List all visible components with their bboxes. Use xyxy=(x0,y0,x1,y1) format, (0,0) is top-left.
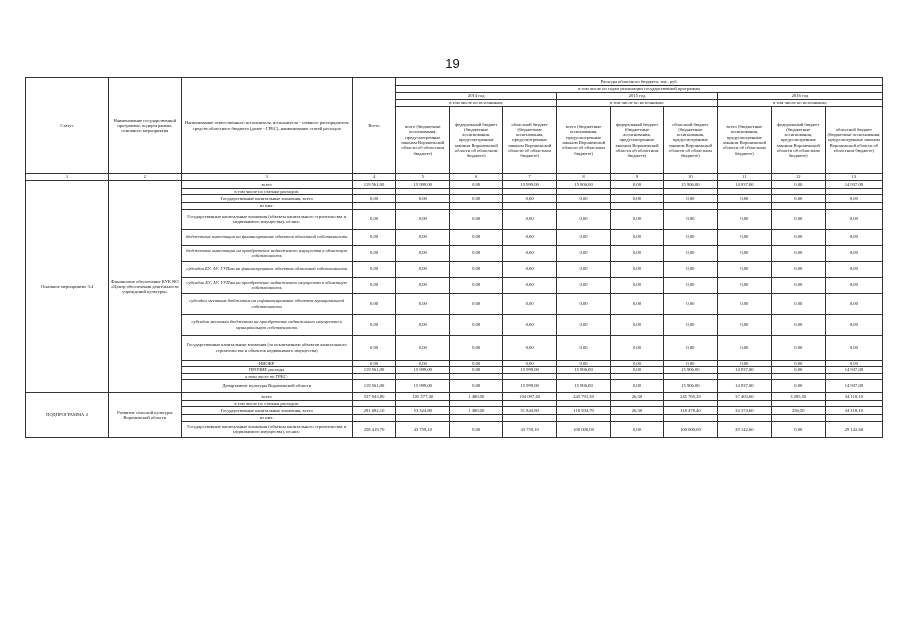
row-value: 0,00 xyxy=(717,195,771,203)
row-value: 0,00 xyxy=(717,261,771,277)
header-col-federal: федеральный бюджет (бюджетные ассигнования, предусмотренные законом Воронежской области об областном бюджете) xyxy=(611,107,664,174)
row-value: 0,00 xyxy=(396,209,450,229)
row-value: 0,00 xyxy=(503,335,557,360)
row-value: 0,00 xyxy=(611,181,664,189)
row-value: 0,00 xyxy=(503,245,557,261)
row-value: 0,00 xyxy=(611,335,664,360)
row-value: 0,00 xyxy=(663,195,717,203)
row-value: 0,00 xyxy=(557,245,611,261)
row-program-name: Развитие сельской культуры Воронежской области xyxy=(108,393,181,438)
row-value: 1 480,00 xyxy=(450,393,503,401)
column-number: 3 xyxy=(181,174,352,181)
column-number: 10 xyxy=(663,174,717,181)
row-value: 0,00 xyxy=(771,380,825,393)
row-value: 0,00 xyxy=(450,277,503,293)
row-value: 0,00 xyxy=(450,380,503,393)
row-status: ПОДПРОГРАММА 4 xyxy=(26,393,109,438)
row-value: 0,00 xyxy=(557,209,611,229)
header-by-sources: в том числе по источникам: xyxy=(557,100,718,107)
row-value: 118 478,40 xyxy=(663,407,717,415)
row-value: 14 937,00 xyxy=(717,380,771,393)
row-value: 0,00 xyxy=(771,181,825,189)
row-value: 14 937,00 xyxy=(717,181,771,189)
row-value: 0,00 xyxy=(352,195,396,203)
row-value: 245 765,20 xyxy=(663,393,717,401)
row-value: 0,00 xyxy=(352,229,396,245)
column-number: 9 xyxy=(611,174,664,181)
row-value: 0,00 xyxy=(450,335,503,360)
row-value: 0,00 xyxy=(557,314,611,335)
row-value: 0,00 xyxy=(663,209,717,229)
row-value: 0,00 xyxy=(825,245,882,261)
row-value: 258 419,70 xyxy=(352,421,396,437)
row-value: 0,00 xyxy=(450,195,503,203)
row-value: 0,00 xyxy=(717,314,771,335)
row-label: из них: xyxy=(181,415,352,421)
row-value: 0,00 xyxy=(771,360,825,366)
table-body xyxy=(26,181,883,438)
row-value: 104 097,40 xyxy=(503,393,557,401)
row-value: 0,00 xyxy=(611,195,664,203)
row-value: 0,00 xyxy=(611,360,664,366)
row-value: 0,00 xyxy=(611,261,664,277)
header-col-regional: областной бюджет (бюджетные ассигнования, предусмотренные законом Воронежской области об областном бюджете) xyxy=(825,107,882,174)
row-label: Государственные капитальные вложения (объекты капитального строительства и недвижимого имущества), из них: xyxy=(181,421,352,437)
row-label: субсидии БУ, АУ, ГУПам на финансирование объектов областной собственности xyxy=(181,261,352,277)
row-value: 14 937,00 xyxy=(717,366,771,373)
row-value: 0,00 xyxy=(352,360,396,366)
row-value: 119 561,00 xyxy=(352,366,396,373)
row-value: 0,00 xyxy=(352,261,396,277)
row-value: 0,00 xyxy=(450,261,503,277)
header-col-all: всего (бюджетные ассигнования, предусмотренные законом Воронежской области об областном бюджете) xyxy=(396,107,450,174)
row-value: 53 324,80 xyxy=(396,407,450,415)
row-value: 0,00 xyxy=(396,293,450,314)
header-total: Всего xyxy=(352,78,396,174)
column-number-row xyxy=(26,174,883,181)
row-value: 0,00 xyxy=(611,277,664,293)
row-value: 14 937,00 xyxy=(825,380,882,393)
row-label: бюджетные инвестиции на финансирование объектов областной собственности xyxy=(181,229,352,245)
row-value: 29 142,60 xyxy=(717,421,771,437)
row-value: 14 937,00 xyxy=(825,181,882,189)
row-value: 0,00 xyxy=(611,366,664,373)
row-value: 0,00 xyxy=(503,277,557,293)
row-value: 0,00 xyxy=(352,293,396,314)
row-value: 0,00 xyxy=(663,277,717,293)
row-value: 15 999,00 xyxy=(503,181,557,189)
column-number: 8 xyxy=(557,174,611,181)
row-program-name: Финансовое обеспечение КУК ВО «Центр обеспечения деятельности учреждений культуры» xyxy=(108,181,181,393)
header-by-years: в том числе по годам реализации государственной программы xyxy=(396,86,883,93)
column-number: 7 xyxy=(503,174,557,181)
row-value: 43 759,10 xyxy=(503,421,557,437)
row-value: 0,00 xyxy=(717,293,771,314)
row-label: ПРОЧИЕ расходы xyxy=(181,366,352,373)
row-value: 0,00 xyxy=(663,360,717,366)
row-value: 0,00 xyxy=(825,277,882,293)
row-value: 0,00 xyxy=(611,209,664,229)
row-value: 1 480,00 xyxy=(450,407,503,415)
row-value: 0,00 xyxy=(396,195,450,203)
row-value: 15 906,00 xyxy=(557,366,611,373)
row-value: 0,00 xyxy=(717,335,771,360)
row-value: 0,00 xyxy=(717,245,771,261)
row-value: 0,00 xyxy=(825,360,882,366)
header-col-regional: областной бюджет (бюджетные ассигнования, предусмотренные законом Воронежской области об областном бюджете) xyxy=(663,107,717,174)
row-value: 0,00 xyxy=(663,229,717,245)
row-value: 0,00 xyxy=(396,360,450,366)
row-label: бюджетные инвестиции на приобретение недвижимого имущества в областную собственность xyxy=(181,245,352,261)
header-status: Статус xyxy=(26,78,109,174)
column-number: 5 xyxy=(396,174,450,181)
row-value: 15 906,00 xyxy=(663,181,717,189)
header-year-2014: 2014 год xyxy=(396,93,557,100)
row-status: Основное мероприятие 3.4 xyxy=(26,181,109,393)
row-value: 119 561,00 xyxy=(352,181,396,189)
row-value: 0,00 xyxy=(450,181,503,189)
row-value: 537 943,80 xyxy=(352,393,396,401)
row-value: 34 374,60 xyxy=(717,407,771,415)
row-value: 51 844,80 xyxy=(503,407,557,415)
row-value: 0,00 xyxy=(450,229,503,245)
row-value: 0,00 xyxy=(771,314,825,335)
row-value: 0,00 xyxy=(396,245,450,261)
row-value: 0,00 xyxy=(557,195,611,203)
row-value: 0,00 xyxy=(825,209,882,229)
row-value: 15 999,00 xyxy=(503,380,557,393)
row-value: 0,00 xyxy=(396,229,450,245)
row-value: 0,00 xyxy=(352,245,396,261)
header-year-2016: 2016 год xyxy=(717,93,882,100)
row-value: 0,00 xyxy=(352,277,396,293)
row-value: 15 999,00 xyxy=(396,181,450,189)
row-value: 0,00 xyxy=(450,360,503,366)
row-value: 0,00 xyxy=(503,195,557,203)
row-value: 0,00 xyxy=(771,277,825,293)
row-value: 0,00 xyxy=(396,277,450,293)
header-program-name: Наименование государственной программы, подпрограммы, основного мероприятия xyxy=(108,78,181,174)
table-row xyxy=(26,181,883,189)
table-row xyxy=(26,393,883,401)
row-value: 15 999,00 xyxy=(396,366,450,373)
row-value: 119 561,00 xyxy=(352,380,396,393)
row-value: 0,00 xyxy=(771,245,825,261)
row-value: 0,00 xyxy=(611,314,664,335)
row-value: 0,00 xyxy=(663,314,717,335)
row-value: 0,00 xyxy=(663,245,717,261)
row-value: 15 906,00 xyxy=(663,380,717,393)
row-value: 0,00 xyxy=(771,209,825,229)
row-label: из них: xyxy=(181,203,352,209)
row-label: субсидии местным бюджетам на приобретение недвижимого имущества в муниципальную собственность xyxy=(181,314,352,335)
row-value: 100 000,00 xyxy=(557,421,611,437)
row-value: 0,00 xyxy=(717,229,771,245)
header-year-2015: 2015 год xyxy=(557,93,718,100)
column-number: 13 xyxy=(825,174,882,181)
row-value: 0,00 xyxy=(611,245,664,261)
row-value: 0,00 xyxy=(450,293,503,314)
row-value: 29 142,60 xyxy=(825,421,882,437)
row-value: 0,00 xyxy=(503,293,557,314)
column-number: 6 xyxy=(450,174,503,181)
column-number: 4 xyxy=(352,174,396,181)
row-value: 15 906,00 xyxy=(663,366,717,373)
row-value: 0,00 xyxy=(771,195,825,203)
row-value: 0,00 xyxy=(825,195,882,203)
column-number: 12 xyxy=(771,174,825,181)
row-value: 34 118,10 xyxy=(825,407,882,415)
row-label: всего xyxy=(181,181,352,189)
row-value: 37 403,60 xyxy=(717,393,771,401)
row-value: 0,00 xyxy=(352,209,396,229)
row-value: 0,00 xyxy=(825,229,882,245)
row-value: 0,00 xyxy=(450,209,503,229)
row-label: субсидии местным бюджетам на софинансирование объектов муниципальной собственности xyxy=(181,293,352,314)
row-value: 0,00 xyxy=(557,293,611,314)
row-value: 0,00 xyxy=(825,261,882,277)
row-value: 0,00 xyxy=(352,335,396,360)
row-value: 0,00 xyxy=(611,229,664,245)
row-value: 0,00 xyxy=(503,229,557,245)
row-value: 15 906,00 xyxy=(557,181,611,189)
row-value: 14 937,00 xyxy=(825,366,882,373)
row-value: 0,00 xyxy=(771,293,825,314)
row-value: 0,00 xyxy=(557,261,611,277)
row-value: 0,00 xyxy=(771,366,825,373)
row-value: 0,00 xyxy=(663,261,717,277)
row-value: 0,00 xyxy=(396,335,450,360)
header-source-name: Наименование ответственного исполнителя, исполнителя - главного распорядителя средств областного бюджета (далее - ГРБС), наименование статей расходов xyxy=(181,78,352,174)
row-value: 0,00 xyxy=(450,366,503,373)
header-expenses: Расходы областного бюджета, тыс. руб. xyxy=(396,78,883,86)
row-value: 100 000,00 xyxy=(663,421,717,437)
row-label: в том числе по статьям расходов: xyxy=(181,189,352,195)
budget-table xyxy=(25,77,883,438)
row-value: 0,00 xyxy=(825,314,882,335)
row-value: 0,00 xyxy=(663,335,717,360)
row-value: 0,00 xyxy=(352,314,396,335)
row-value: 0,00 xyxy=(717,360,771,366)
row-value: 256,50 xyxy=(771,407,825,415)
page-number: 19 xyxy=(445,56,460,71)
row-value: 0,00 xyxy=(503,261,557,277)
column-number: 2 xyxy=(108,174,181,181)
row-value: 34 118,10 xyxy=(825,393,882,401)
row-label: всего xyxy=(181,393,352,401)
row-label: в том числе по статьям расходов: xyxy=(181,401,352,407)
row-value: 0,00 xyxy=(611,293,664,314)
row-value: 0,00 xyxy=(557,229,611,245)
row-value: 0,00 xyxy=(503,360,557,366)
row-value: 0,00 xyxy=(771,421,825,437)
row-label: субсидии БУ, АУ, ГУПам на приобретение недвижимого имущества в областную собственность xyxy=(181,277,352,293)
row-label: Государственные капитальные вложения, всего xyxy=(181,407,352,415)
column-number: 1 xyxy=(26,174,109,181)
row-label: НИОКР xyxy=(181,360,352,366)
row-value: 118 504,70 xyxy=(557,407,611,415)
header-col-all: всего (бюджетные ассигнования, предусмотренные законом Воронежской области об областном бюджете) xyxy=(557,107,611,174)
row-label: Департамент культуры Воронежской области xyxy=(181,380,352,393)
row-value: 0,00 xyxy=(771,261,825,277)
row-label: Государственные капитальные вложения (за исключением объектов капитального строительства и объектов недвижимого имущества) xyxy=(181,335,352,360)
row-label: в том числе по ГРБС: xyxy=(181,373,352,379)
row-value: 26,30 xyxy=(611,407,664,415)
row-value: 0,00 xyxy=(771,335,825,360)
header-col-regional: областной бюджет (бюджетные ассигнования, предусмотренные законом Воронежской области об областном бюджете) xyxy=(503,107,557,174)
row-value: 3 285,50 xyxy=(771,393,825,401)
row-value: 0,00 xyxy=(450,421,503,437)
row-label: Государственные капитальные вложения (объекты капитального строительства и недвижимого имущества), из них: xyxy=(181,209,352,229)
row-value: 0,00 xyxy=(717,277,771,293)
row-value: 105 577,40 xyxy=(396,393,450,401)
row-value: 0,00 xyxy=(611,421,664,437)
row-value: 0,00 xyxy=(396,261,450,277)
row-value: 0,00 xyxy=(557,277,611,293)
header-by-sources: в том числе по источникам: xyxy=(717,100,882,107)
row-value: 0,00 xyxy=(825,335,882,360)
header-col-federal: федеральный бюджет (бюджетные ассигнования, предусмотренные законом Воронежской области об областном бюджете) xyxy=(450,107,503,174)
row-value: 26,30 xyxy=(611,393,664,401)
row-value: 0,00 xyxy=(503,314,557,335)
row-value: 0,00 xyxy=(663,293,717,314)
row-value: 0,00 xyxy=(450,245,503,261)
row-value: 0,00 xyxy=(396,314,450,335)
row-value: 0,00 xyxy=(717,209,771,229)
row-value: 43 759,10 xyxy=(396,421,450,437)
row-value: 0,00 xyxy=(557,360,611,366)
table-header xyxy=(26,78,883,181)
row-value: 15 999,00 xyxy=(503,366,557,373)
row-value: 245 791,50 xyxy=(557,393,611,401)
row-value: 0,00 xyxy=(450,314,503,335)
column-number: 11 xyxy=(717,174,771,181)
row-value: 15 906,00 xyxy=(557,380,611,393)
row-value: 0,00 xyxy=(503,209,557,229)
row-value: 0,00 xyxy=(825,293,882,314)
row-value: 15 999,00 xyxy=(396,380,450,393)
row-value: 291 682,10 xyxy=(352,407,396,415)
header-col-federal: федеральный бюджет (бюджетные ассигнования, предусмотренные законом Воронежской области об областном бюджете) xyxy=(771,107,825,174)
header-col-all: всего (бюджетные ассигнования, предусмотренные законом Воронежской области об областном бюджете) xyxy=(717,107,771,174)
row-value: 0,00 xyxy=(771,229,825,245)
header-by-sources: в том числе по источникам: xyxy=(396,100,557,107)
row-value: 0,00 xyxy=(611,380,664,393)
row-value: 0,00 xyxy=(557,335,611,360)
row-label: Государственные капитальные вложения, всего xyxy=(181,195,352,203)
